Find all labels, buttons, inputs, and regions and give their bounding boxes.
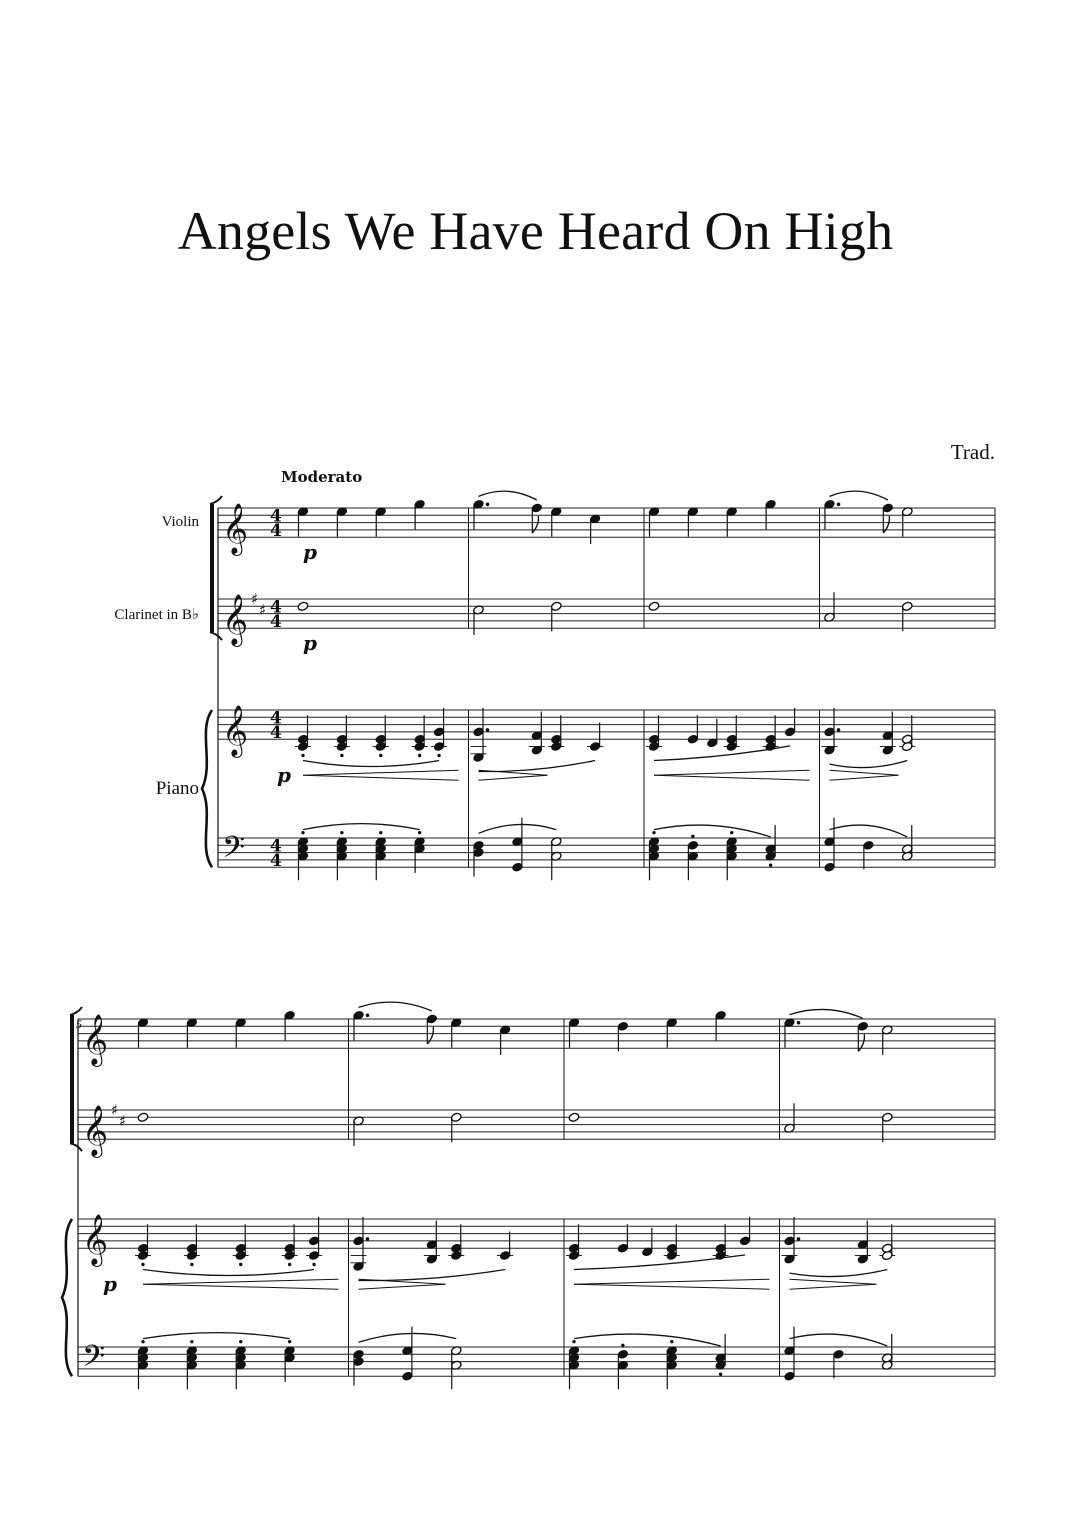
piano-brace bbox=[62, 1219, 72, 1376]
note bbox=[901, 506, 913, 536]
note bbox=[550, 506, 562, 536]
note bbox=[726, 506, 738, 536]
staccato-dot bbox=[190, 1263, 193, 1266]
note bbox=[568, 1017, 580, 1047]
note bbox=[426, 1014, 438, 1044]
slur bbox=[359, 1270, 506, 1281]
flag bbox=[858, 1034, 864, 1051]
staccato-dot bbox=[340, 754, 343, 757]
dot bbox=[366, 1237, 370, 1241]
slur bbox=[479, 824, 557, 833]
slur bbox=[830, 491, 888, 500]
staccato-dot bbox=[769, 864, 772, 867]
chord bbox=[448, 1224, 464, 1260]
slur bbox=[654, 825, 771, 837]
staccato-dot bbox=[691, 835, 694, 838]
time-signature-numerator: 4 bbox=[270, 597, 282, 618]
note bbox=[687, 506, 699, 536]
chord bbox=[617, 1344, 629, 1390]
staccato-dot bbox=[730, 831, 733, 834]
notehead bbox=[137, 1112, 149, 1122]
staccato-dot bbox=[239, 1263, 242, 1266]
chord bbox=[706, 719, 718, 748]
note bbox=[882, 503, 894, 533]
note bbox=[414, 499, 426, 529]
sharp-icon: ♯ bbox=[259, 600, 267, 619]
chord bbox=[548, 715, 564, 751]
bass-clef-icon: 𝄢 bbox=[82, 1339, 106, 1381]
score-system bbox=[62, 1002, 995, 1389]
slur bbox=[359, 1333, 457, 1342]
slur bbox=[790, 1270, 888, 1277]
dot bbox=[486, 503, 490, 507]
note bbox=[824, 592, 836, 622]
slur bbox=[479, 491, 537, 500]
chord bbox=[899, 715, 915, 751]
slur bbox=[790, 1334, 888, 1346]
chord bbox=[587, 723, 603, 752]
chord bbox=[473, 840, 485, 876]
note bbox=[715, 1010, 727, 1040]
chord bbox=[373, 715, 389, 757]
notehead bbox=[297, 601, 309, 611]
note bbox=[375, 506, 387, 536]
chord bbox=[351, 1217, 370, 1272]
chord bbox=[641, 1228, 653, 1257]
note bbox=[186, 1017, 198, 1047]
note bbox=[765, 499, 777, 529]
slur bbox=[303, 824, 420, 830]
dynamic-marking: p bbox=[303, 540, 317, 565]
staccato-dot bbox=[418, 754, 421, 757]
chord bbox=[763, 715, 779, 751]
time-signature-denominator: 4 bbox=[270, 612, 282, 633]
staccato-dot bbox=[141, 1340, 144, 1343]
note bbox=[473, 499, 490, 529]
chord bbox=[715, 1334, 727, 1376]
measure-number: 5 bbox=[76, 1017, 82, 1031]
note bbox=[901, 601, 913, 631]
chord bbox=[306, 1217, 322, 1266]
slur bbox=[830, 825, 908, 837]
time-signature-numerator: 4 bbox=[270, 506, 282, 527]
sharp-icon: ♯ bbox=[111, 1101, 119, 1119]
staccato-dot bbox=[652, 831, 655, 834]
note bbox=[881, 1025, 893, 1055]
slur bbox=[830, 761, 908, 768]
treble-clef-icon: 𝄞 bbox=[82, 1014, 109, 1066]
bracket-hook bbox=[70, 1143, 82, 1151]
chord bbox=[832, 1349, 844, 1378]
slur bbox=[359, 1002, 432, 1011]
treble-clef-icon: 𝄞 bbox=[222, 503, 249, 555]
time-signature-denominator: 4 bbox=[270, 851, 282, 872]
staccato-dot bbox=[340, 831, 343, 834]
chord bbox=[497, 1232, 513, 1261]
chord bbox=[284, 1340, 296, 1382]
staccato-dot bbox=[379, 831, 382, 834]
chord bbox=[879, 1224, 895, 1260]
note bbox=[450, 1017, 462, 1047]
piano-brace bbox=[202, 710, 212, 867]
chord bbox=[334, 715, 350, 757]
chord bbox=[233, 1224, 249, 1266]
note bbox=[450, 1112, 462, 1142]
note bbox=[353, 1010, 370, 1040]
note bbox=[550, 601, 562, 631]
crescendo-hairpin bbox=[303, 770, 459, 780]
staccato-dot bbox=[141, 1263, 144, 1266]
note bbox=[881, 1112, 893, 1142]
note bbox=[648, 506, 660, 536]
notehead bbox=[648, 601, 660, 611]
composer: Trad. bbox=[950, 440, 995, 464]
time-signature-numerator: 4 bbox=[270, 836, 282, 857]
chord bbox=[713, 1224, 729, 1260]
slur bbox=[143, 1270, 314, 1276]
staccato-dot bbox=[288, 1263, 291, 1266]
flag bbox=[532, 516, 538, 533]
instrument-label-clarinet: Clarinet in B♭ bbox=[114, 607, 199, 623]
note bbox=[353, 1116, 365, 1146]
ensemble-bracket bbox=[70, 1015, 74, 1143]
time-signature-numerator: 4 bbox=[270, 708, 282, 729]
slur bbox=[479, 761, 596, 772]
staccato-dot bbox=[288, 1340, 291, 1343]
note bbox=[648, 601, 660, 611]
note bbox=[297, 506, 309, 536]
treble-clef-icon: 𝄞 bbox=[222, 705, 249, 757]
staccato-dot bbox=[312, 1263, 315, 1266]
chord bbox=[784, 708, 796, 737]
chord bbox=[566, 1224, 582, 1260]
chord bbox=[282, 1224, 298, 1266]
note bbox=[824, 499, 841, 529]
chord bbox=[617, 1224, 629, 1253]
staccato-dot bbox=[301, 754, 304, 757]
dot bbox=[797, 1021, 801, 1025]
time-signature-denominator: 4 bbox=[270, 723, 282, 744]
dot bbox=[486, 728, 490, 732]
note bbox=[857, 1021, 869, 1051]
score-system bbox=[202, 491, 995, 880]
chord bbox=[424, 1221, 440, 1265]
staccato-dot bbox=[437, 754, 440, 757]
bass-clef-icon: 𝄢 bbox=[222, 830, 246, 872]
chord bbox=[881, 1334, 893, 1370]
sharp-icon: ♯ bbox=[251, 590, 259, 608]
note bbox=[784, 1017, 801, 1047]
chord bbox=[880, 712, 896, 756]
dynamic-marking: p bbox=[303, 631, 317, 656]
dot bbox=[366, 1014, 370, 1018]
note bbox=[137, 1017, 149, 1047]
instrument-label-piano: Piano bbox=[155, 778, 199, 799]
staccato-dot bbox=[190, 1340, 193, 1343]
treble-clef-icon: 𝄞 bbox=[82, 1105, 109, 1157]
staccato-dot bbox=[621, 1344, 624, 1347]
decrescendo-hairpin bbox=[790, 1279, 877, 1289]
chord bbox=[687, 715, 699, 744]
chord bbox=[855, 1221, 871, 1265]
chord bbox=[353, 1349, 365, 1385]
notehead bbox=[568, 1112, 580, 1122]
staccato-dot bbox=[239, 1340, 242, 1343]
dynamic-marking: p bbox=[277, 763, 291, 788]
score-title: Angels We Have Heard On High bbox=[177, 201, 894, 261]
note bbox=[499, 1025, 511, 1055]
chord bbox=[550, 836, 562, 880]
chord bbox=[412, 715, 428, 757]
note bbox=[531, 503, 543, 533]
dynamic-marking: p bbox=[103, 1272, 117, 1297]
crescendo-hairpin bbox=[574, 1279, 770, 1289]
bracket-hook bbox=[70, 1007, 82, 1015]
bracket-hook bbox=[210, 496, 222, 504]
chord bbox=[529, 712, 545, 756]
time-signature-denominator: 4 bbox=[270, 521, 282, 542]
bracket-hook bbox=[210, 632, 222, 640]
instrument-label-violin: Violin bbox=[161, 514, 199, 530]
note bbox=[284, 1010, 296, 1040]
chord bbox=[739, 1217, 751, 1246]
chord bbox=[901, 825, 913, 861]
flag bbox=[427, 1027, 433, 1044]
chord bbox=[687, 835, 699, 881]
note bbox=[137, 1112, 149, 1122]
chord bbox=[724, 715, 740, 751]
note bbox=[336, 506, 348, 536]
staccato-dot bbox=[418, 831, 421, 834]
slur bbox=[303, 761, 439, 767]
chord bbox=[471, 708, 490, 763]
note bbox=[617, 1021, 629, 1051]
note bbox=[235, 1017, 247, 1047]
dot bbox=[837, 503, 841, 507]
dot bbox=[837, 728, 841, 732]
staccato-dot bbox=[572, 1340, 575, 1343]
staccato-dot bbox=[719, 1373, 722, 1376]
staccato-dot bbox=[670, 1340, 673, 1343]
decrescendo-hairpin bbox=[830, 770, 899, 780]
chord bbox=[765, 825, 777, 867]
treble-clef-icon: 𝄞 bbox=[82, 1214, 109, 1266]
chord bbox=[135, 1224, 151, 1266]
note bbox=[666, 1017, 678, 1047]
chord bbox=[664, 1224, 680, 1260]
chord bbox=[295, 715, 311, 757]
chord bbox=[431, 708, 447, 757]
chord bbox=[450, 1345, 462, 1389]
note bbox=[568, 1112, 580, 1122]
note bbox=[589, 514, 601, 544]
ensemble-bracket bbox=[210, 504, 214, 632]
sharp-icon: ♯ bbox=[119, 1111, 127, 1130]
slur bbox=[790, 1009, 863, 1018]
dot bbox=[797, 1237, 801, 1241]
chord bbox=[414, 831, 426, 873]
slur bbox=[143, 1333, 290, 1339]
chord bbox=[184, 1224, 200, 1266]
chord bbox=[646, 715, 662, 751]
slur bbox=[574, 1334, 721, 1346]
flag bbox=[883, 516, 889, 533]
crescendo-hairpin bbox=[143, 1279, 339, 1289]
note bbox=[297, 601, 309, 611]
staccato-dot bbox=[379, 754, 382, 757]
chord bbox=[862, 840, 874, 869]
staccato-dot bbox=[301, 831, 304, 834]
crescendo-hairpin bbox=[654, 770, 810, 780]
treble-clef-icon: 𝄞 bbox=[222, 594, 249, 646]
note bbox=[473, 605, 485, 635]
tempo-marking: Moderato bbox=[281, 468, 363, 486]
note bbox=[784, 1103, 796, 1133]
